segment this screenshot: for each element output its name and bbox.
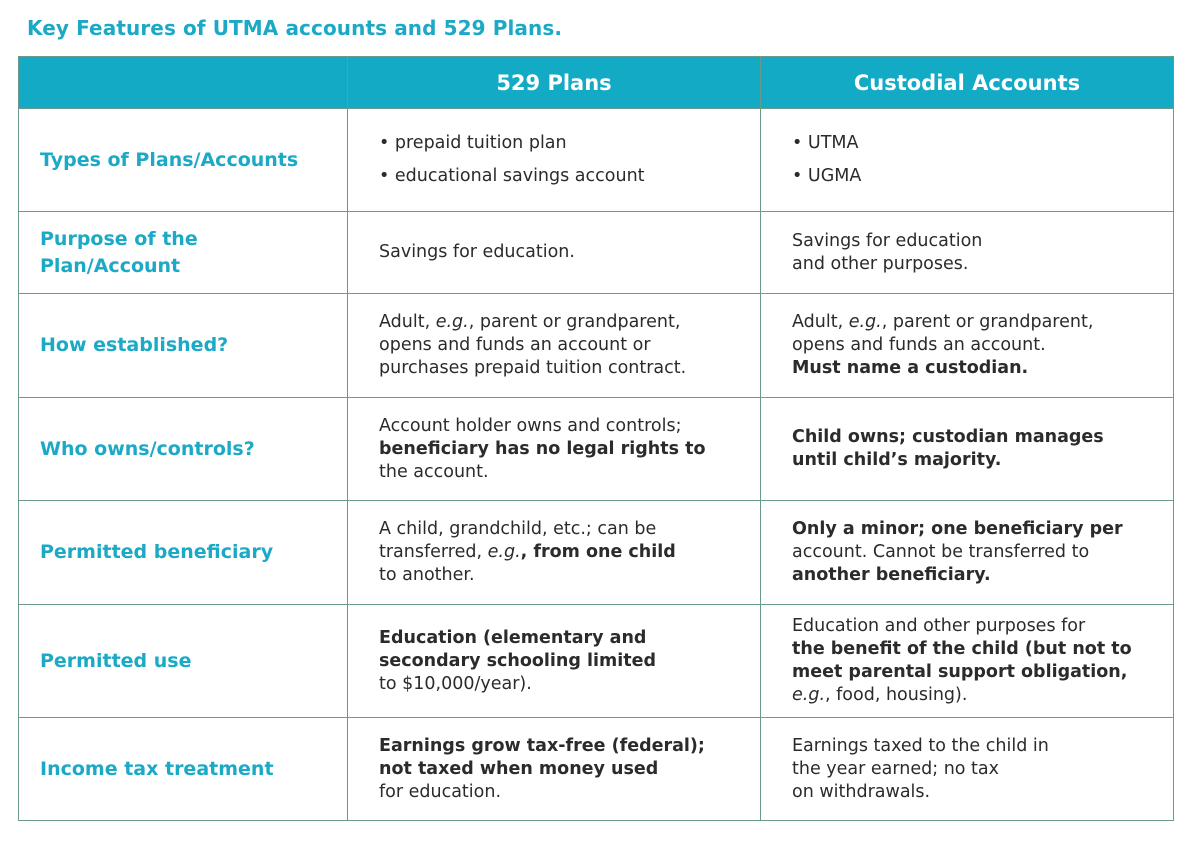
table-row: [19, 212, 1174, 294]
table-row: [19, 605, 1174, 718]
cell-text: [792, 311, 1165, 334]
cell-text: opens and funds an account.: [792, 335, 1046, 355]
cell-text-bold: not taxed when money used: [379, 758, 659, 779]
row-label: Permitted use: [19, 605, 348, 718]
cell-text-part: transferred,: [379, 542, 488, 562]
table-row: [19, 109, 1174, 212]
table-row: [19, 718, 1174, 821]
table-row: [19, 294, 1174, 398]
cell-text: to $10,000/year).: [379, 673, 532, 694]
plan529-cell: [348, 605, 761, 718]
header-empty-cell: [19, 57, 348, 109]
row-label-line: Plan/Account: [40, 254, 181, 277]
custodial-cell: [761, 294, 1174, 398]
eg-italic: e.g.: [487, 542, 521, 562]
cell-text-bold: secondary schooling limited: [379, 650, 656, 671]
eg-italic: e.g.: [848, 312, 882, 332]
cell-text-part: Adult,: [379, 312, 436, 332]
list-item: • educational savings account: [379, 166, 645, 186]
cell-text: Education and other purposes for: [792, 616, 1086, 636]
list-item: • UGMA: [792, 166, 862, 186]
cell-text: on withdrawals.: [792, 781, 931, 802]
plan529-cell: [348, 398, 761, 501]
custodial-cell: [761, 398, 1174, 501]
cell-text: Earnings taxed to the child in: [792, 735, 1049, 756]
cell-text-bold: Only a minor; one beneficiary per: [792, 519, 1123, 539]
page-title: Key Features of UTMA accounts and 529 Plans.: [27, 16, 563, 40]
cell-text-bold: until child’s majority.: [792, 450, 1002, 470]
cell-text-bold: the benefit of the child (but not to: [792, 639, 1132, 659]
plan529-cell: [348, 501, 761, 605]
table-row: [19, 398, 1174, 501]
row-label: Types of Plans/Accounts: [19, 109, 348, 212]
cell-text: purchases prepaid tuition contract.: [379, 358, 687, 378]
custodial-cell: [761, 501, 1174, 605]
cell-text-part: Adult,: [792, 312, 849, 332]
row-label: Who owns/controls?: [19, 398, 348, 501]
cell-text: and other purposes.: [792, 253, 969, 274]
plan529-cell: [348, 294, 761, 398]
custodial-cell: [761, 109, 1174, 212]
cell-text-part: , parent or grandparent,: [468, 312, 681, 332]
custodial-cell: [761, 212, 1174, 294]
cell-text-bold: beneficiary has no legal rights to: [379, 438, 706, 459]
cell-text: for education.: [379, 781, 502, 802]
cell-text-bold: Must name a custodian.: [792, 358, 1029, 378]
cell-text: Account holder owns and controls;: [379, 415, 682, 436]
header-529-plans: 529 Plans: [348, 57, 761, 109]
custodial-cell: [761, 605, 1174, 718]
table-header-row: [19, 57, 1174, 109]
custodial-cell: [761, 718, 1174, 821]
row-label: How established?: [19, 294, 348, 398]
plan529-cell: [348, 212, 761, 294]
cell-text: Savings for education: [792, 230, 983, 251]
cell-text-bold: Child owns; custodian manages: [792, 427, 1104, 447]
cell-text-part: , food, housing).: [825, 685, 968, 705]
row-label: [19, 212, 348, 294]
cell-text-bold: Education (elementary and: [379, 627, 647, 648]
eg-italic: e.g.: [435, 312, 469, 332]
eg-italic: e.g.: [792, 685, 826, 705]
cell-text-bold: Earnings grow tax-free (federal);: [379, 735, 705, 756]
cell-text: opens and funds an account or: [379, 335, 651, 355]
cell-text: A child, grandchild, etc.; can be: [379, 519, 657, 539]
cell-text: to another.: [379, 565, 475, 585]
cell-text-part-bold: , from one child: [520, 542, 676, 562]
cell-text: [792, 684, 1165, 707]
list-item: • prepaid tuition plan: [379, 133, 567, 153]
row-label: Income tax treatment: [19, 718, 348, 821]
row-label-line: Purpose of the: [40, 227, 198, 250]
cell-text: the year earned; no tax: [792, 758, 999, 779]
comparison-table: [18, 56, 1174, 821]
cell-text: [379, 541, 752, 564]
cell-text: account. Cannot be transferred to: [792, 542, 1090, 562]
header-custodial-accounts: Custodial Accounts: [761, 57, 1174, 109]
cell-text: [379, 311, 752, 334]
cell-text-bold: meet parental support obligation,: [792, 662, 1128, 682]
cell-text-bold: another beneficiary.: [792, 565, 991, 585]
plan529-cell: [348, 718, 761, 821]
cell-text-part: , parent or grandparent,: [881, 312, 1094, 332]
cell-text: the account.: [379, 461, 489, 482]
cell-text: Savings for education.: [379, 242, 575, 262]
row-label: Permitted beneficiary: [19, 501, 348, 605]
plan529-cell: [348, 109, 761, 212]
table-row: [19, 501, 1174, 605]
list-item: • UTMA: [792, 133, 859, 153]
